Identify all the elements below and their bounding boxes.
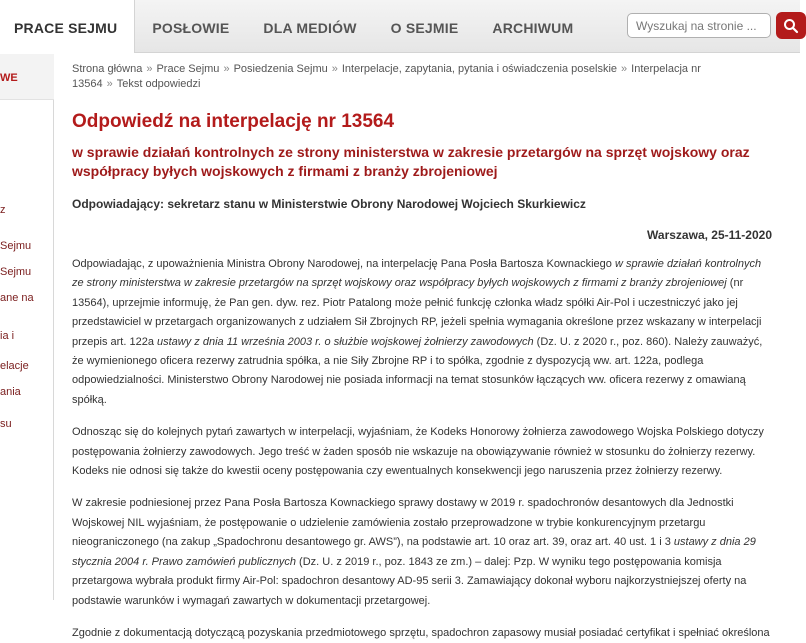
breadcrumb-home[interactable]: Strona główna xyxy=(72,63,143,75)
paragraph-2: Odnosząc się do kolejnych pytań zawartych w interpelacji, wyjaśniam, że Kodeks Honorowy żołnierza zawodowego Wojska Polskiego dotyczy postępowania żołnierzy zawodowych. Jego treść w żaden sposób nie wskazuje na obowiązywanie również w stosunku do żołnierzy rezerwy. Kodeks nie odnosi się także do kwestii oceny postępowania czy ewentualnych konsekwencji jego naruszenia przez żołnierzy rezerwy. xyxy=(72,426,764,478)
sidebar-item-active[interactable]: WE xyxy=(0,72,18,84)
nav-archiwum[interactable]: ARCHIWUM xyxy=(492,20,574,36)
place-and-date: Warszawa, 25-11-2020 xyxy=(647,228,772,242)
breadcrumb-prace-sejmu[interactable]: Prace Sejmu xyxy=(156,63,220,75)
sidebar-item[interactable]: su xyxy=(0,418,12,430)
breadcrumb-separator: » xyxy=(146,63,153,75)
breadcrumb-separator: » xyxy=(106,78,113,90)
sidebar-item[interactable]: ane na xyxy=(0,292,34,304)
breadcrumb xyxy=(72,62,772,92)
breadcrumb-separator: » xyxy=(223,63,230,75)
breadcrumb-posiedzenia[interactable]: Posiedzenia Sejmu xyxy=(233,63,328,75)
top-navigation-bar xyxy=(0,0,800,53)
left-sidebar xyxy=(0,54,54,600)
page-subtitle: w sprawie działań kontrolnych ze strony ministerstwa w zakresie przetargów na sprzęt wojskowy oraz współpracy byłych wojskowych z firmami z branży zbrojeniowej xyxy=(72,144,750,179)
page-title: Odpowiedź na interpelację nr 13564 xyxy=(72,111,395,132)
nav-o-sejmie[interactable]: O SEJMIE xyxy=(390,20,459,36)
main-menu xyxy=(0,0,590,53)
paragraph-3: W zakresie podniesionej przez Pana Posła Bartosza Kownackiego sprawy dostawy w 2019 r. spadochronów desantowych dla Jednostki Wojskowej NIL wyjaśniam, że postępowanie o udzielenie zamówienia zostało przeprowadzone w trybie konkurencyjnym przetargu nieograniczonego (na zakup „Spadochronu desantowego gr. AWS”), na podstawie art. 10 oraz art. 39, oraz art. 40 ust. 1 i 3 ustawy z dnia 29 stycznia 2004 r. Prawo zamówień publicznych (Dz. U. z 2019 r., poz. 1843 ze zm.) – dalej: Pzp. W wyniku tego postępowania komisja przetargowa wybrała produkt firmy Air-Pol: spadochron desantowy AD-95 serii 3. Zamawiający dokonał wyboru najkorzystniejszej oferty na podstawie warunków i wymagań zawartych w dokumentacji przetargowej. xyxy=(72,497,756,607)
sidebar-item[interactable]: z xyxy=(0,204,6,216)
nav-poslowie[interactable]: POSŁOWIE xyxy=(152,20,230,36)
search-button[interactable] xyxy=(776,12,806,39)
breadcrumb-separator: » xyxy=(621,63,628,75)
sidebar-item[interactable]: ia i xyxy=(0,330,15,342)
nav-prace-sejmu[interactable]: PRACE SEJMU xyxy=(0,0,135,53)
paragraph-4: Zgodnie z dokumentacją dotyczącą pozyskania przedmiotowego sprzętu, spadochron zapasowy musiał posiadać certyfikat i spełniać określona xyxy=(72,626,770,639)
breadcrumb-interpelacje[interactable]: Interpelacje, zapytania, pytania i oświadczenia poselskie xyxy=(341,63,618,75)
sidebar-item[interactable]: Sejmu xyxy=(0,240,32,252)
main-content xyxy=(72,62,772,643)
sidebar-item[interactable]: ania xyxy=(0,386,21,398)
paragraph-1: Odpowiadając, z upoważnienia Ministra Obrony Narodowej, na interpelację Pana Posła Bartosza Kownackiego w sprawie działań kontrolnych ze strony ministerstwa w zakresie przetargów na sprzęt wojskowy oraz współpracy byłych wojskowych z firmami z branży zbrojeniowej (nr 13564), uprzejmie informuję, że Pan gen. dyw. rez. Piotr Patalong może pełnić funkcję członka władz spółki Air-Pol i uczestniczyć jako jej przedstawiciel w przetargach organizowanych z udziałem Sił Zbrojnych RP, jeżeli spełnia wymagania określone przez wskazany w interpelacji przepis art. 122a ustawy z dnia 11 września 2003 r. o służbie wojskowej żołnierzy zawodowych (Dz. U. z 2020 r., poz. 860). Należy zauważyć, że wymienionego oficera rezerwy zatrudnia spółka, a nie Siły Zbrojne RP i to spółka, zgodnie z dyspozycją ww. art. 122a, podlega odpowiedzialności. Ministerstwo Obrony Narodowej nie posiada informacji na temat stosunków łączących ww. oficera rezerwy z omawianą spółką. xyxy=(72,258,763,406)
breadcrumb-current: Tekst odpowiedzi xyxy=(116,78,201,90)
breadcrumb-interpelacja[interactable]: Interpelacja nr 13564 xyxy=(72,63,701,90)
search-icon xyxy=(783,18,799,34)
breadcrumb-separator: » xyxy=(331,63,338,75)
search-input[interactable] xyxy=(627,13,771,38)
responder-line: Odpowiadający: sekretarz stanu w Ministerstwie Obrony Narodowej Wojciech Skurkiewicz xyxy=(72,197,586,211)
nav-dla-mediow[interactable]: DLA MEDIÓW xyxy=(263,20,357,36)
sidebar-item[interactable]: Sejmu xyxy=(0,266,32,278)
sidebar-item[interactable]: elacje xyxy=(0,360,29,372)
